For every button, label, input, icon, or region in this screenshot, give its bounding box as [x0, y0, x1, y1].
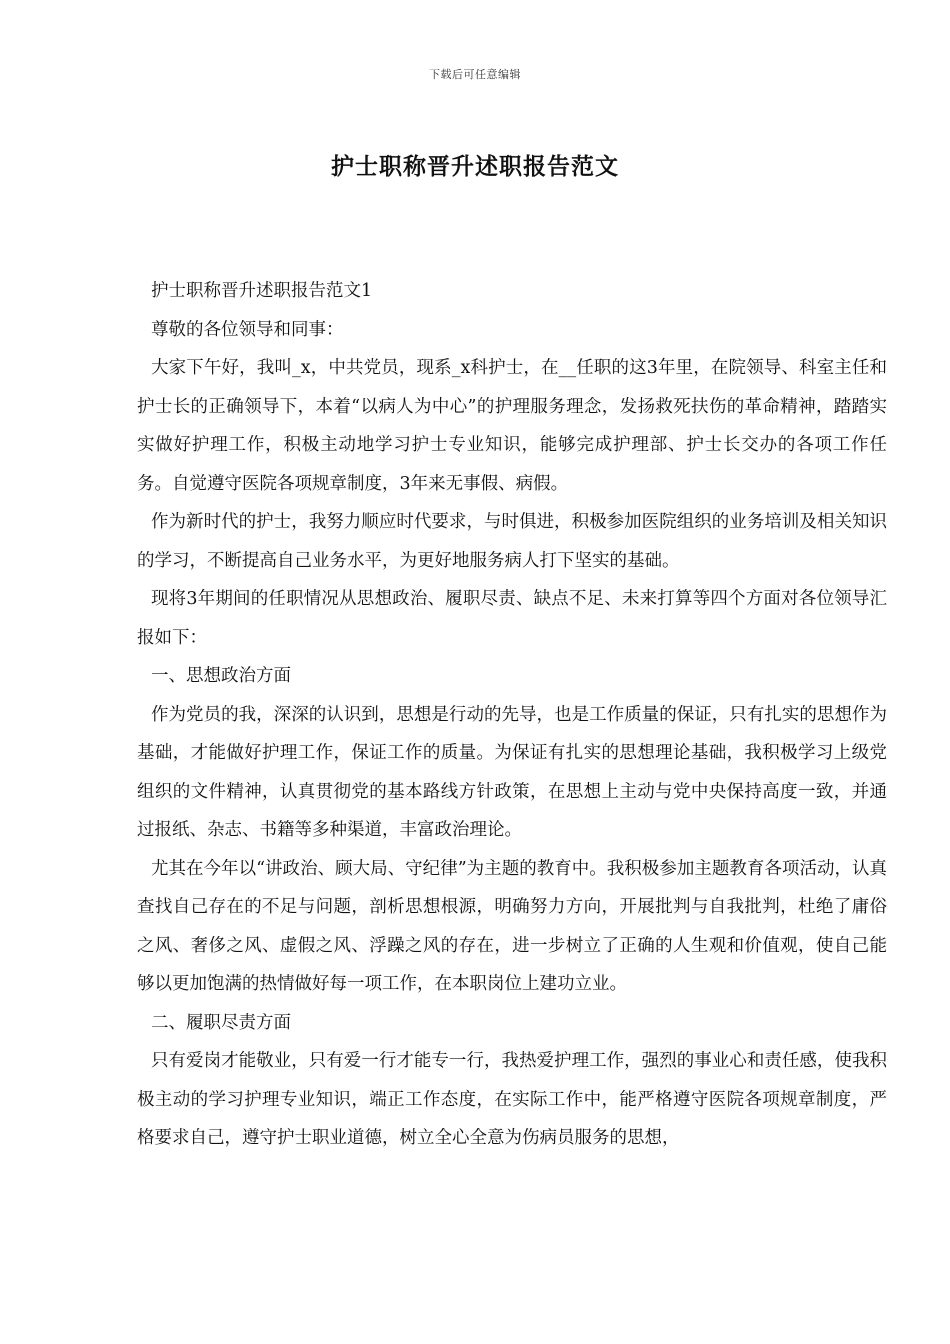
- section-heading: 一、思想政治方面: [151, 666, 291, 686]
- page-title: 护士职称晋升述职报告范文: [331, 153, 619, 180]
- section-heading: 护士职称晋升述职报告范文1: [151, 281, 373, 301]
- body-paragraph: 现将3年期间的任职情况从思想政治、履职尽责、缺点不足、未来打算等四个方面对各位领导汇报如下：: [137, 589, 887, 648]
- document-body: [137, 272, 887, 1158]
- salutation: 尊敬的各位领导和同事：: [151, 319, 344, 340]
- header-note: 下载后可任意编辑: [429, 68, 521, 81]
- body-paragraph: 只有爱岗才能敬业，只有爱一行才能专一行，我热爱护理工作，强烈的事业心和责任感，使我积极主动的学习护理专业知识，端正工作态度，在实际工作中，能严格遵守医院各项规章制度，严格要求自己，遵守护士职业道德，树立全心全意为伤病员服务的思想，: [137, 1051, 887, 1148]
- body-paragraph: 作为新时代的护士，我努力顺应时代要求，与时俱进，积极参加医院组织的业务培训及相关知识的学习，不断提高自己业务水平，为更好地服务病人打下坚实的基础。: [137, 512, 887, 571]
- body-paragraph: 作为党员的我，深深的认识到，思想是行动的先导，也是工作质量的保证，只有扎实的思想作为基础，才能做好护理工作，保证工作的质量。为保证有扎实的思想理论基础，我积极学习上级党组织的文件精神，认真贯彻党的基本路线方针政策，在思想上主动与党中央保持高度一致，并通过报纸、杂志、书籍等多种渠道，丰富政治理论。: [137, 704, 887, 840]
- body-paragraph: 大家下午好，我叫_x，中共党员，现系_x科护士，在__任职的这3年里，在院领导、科室主任和护士长的正确领导下，本着“以病人为中心”的护理服务理念，发扬救死扶伤的革命精神，踏踏实实做好护理工作，积极主动地学习护士专业知识，能够完成护理部、护士长交办的各项工作任务。自觉遵守医院各项规章制度，3年来无事假、病假。: [137, 358, 887, 494]
- section-heading: 二、履职尽责方面: [151, 1012, 291, 1033]
- body-paragraph: 尤其在今年以“讲政治、顾大局、守纪律”为主题的教育中。我积极参加主题教育各项活动，认真查找自己存在的不足与问题，剖析思想根源，明确努力方向，开展批判与自我批判，杜绝了庸俗之风、奢侈之风、虚假之风、浮躁之风的存在，进一步树立了正确的人生观和价值观，使自己能够以更加饱满的热情做好每一项工作，在本职岗位上建功立业。: [137, 858, 887, 994]
